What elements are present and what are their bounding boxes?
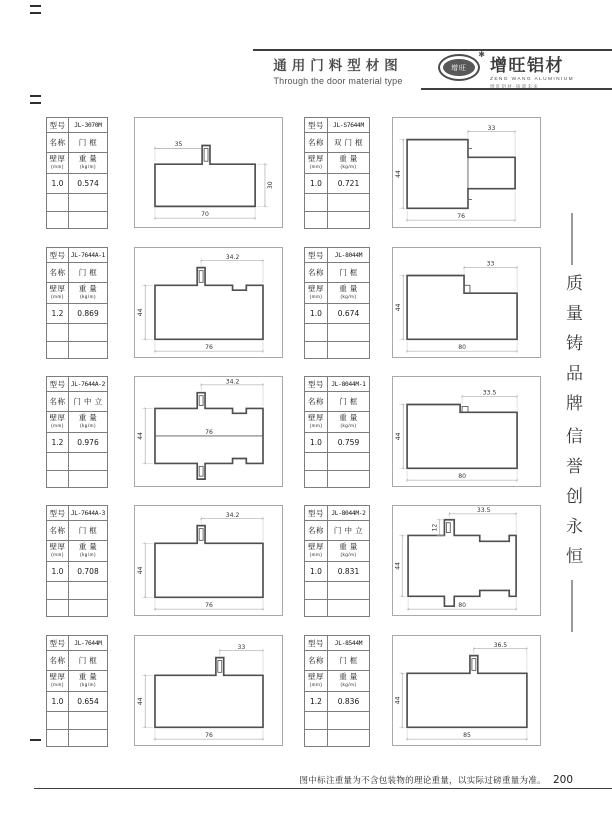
spec-table: 型号 JL-8044M-2 名称 门 中 立 壁厚 (mm) 重 量 (kg/m) 1.0 0.831	[304, 505, 370, 617]
slogan-line-2: 信誉创永恒	[563, 427, 582, 577]
name-value: 门 框	[328, 392, 370, 412]
dim-label: 35	[174, 140, 183, 148]
page-title	[240, 54, 436, 86]
brand-name-cn: 增旺铝材	[490, 56, 564, 75]
slogan-line-1: 质量铸品牌	[563, 274, 582, 424]
weight-value: 0.574	[69, 174, 108, 194]
model-value: JL-8044M-1	[328, 377, 370, 392]
model-value: JL-7644A-2	[69, 377, 108, 392]
model-value: JL-7644M	[69, 636, 108, 651]
profile-cell	[46, 635, 286, 746]
profile-cell	[46, 117, 286, 228]
dim-label: 33.5	[476, 507, 491, 515]
profile-cell	[304, 635, 544, 746]
dim-label: 44	[137, 566, 145, 575]
dim-label: 76	[205, 732, 213, 740]
logo-badge-text: 增旺	[443, 59, 475, 76]
dim-label: 44	[395, 432, 403, 441]
model-value: JL-8544M	[328, 636, 370, 651]
crop-mark	[30, 95, 41, 97]
model-value: JL-S7644M	[328, 118, 370, 133]
dim-label: 44	[137, 432, 145, 440]
thickness-value: 1.0	[47, 174, 69, 194]
dim-label: 80	[458, 473, 466, 481]
spec-table: 型号 JL-S7644M 名称 双 门 框 壁厚 (mm) 重 量 (kg/m) 1.0 0.721	[304, 117, 370, 229]
spec-table: 型号 JL-8044M 名称 门 框 壁厚 (mm) 重 量 (kg/m) 1.0 0.674	[304, 247, 370, 359]
logo-badge-icon	[438, 50, 485, 81]
profile-cell	[304, 247, 544, 358]
dim-label: 76	[205, 428, 213, 436]
dim-label: 34.2	[225, 253, 240, 261]
dim-label: 76	[205, 602, 213, 610]
name-value: 门 框	[328, 263, 370, 283]
name-value: 门 框	[328, 651, 370, 671]
profile-cell	[304, 505, 544, 616]
side-slogan	[560, 213, 584, 632]
name-label: 名称	[47, 133, 69, 153]
footer-rule	[34, 788, 612, 789]
page-number: 200	[552, 774, 573, 786]
crop-mark	[30, 12, 41, 14]
dim-label: 34.2	[225, 511, 240, 519]
dim-label: 44	[394, 696, 402, 705]
dim-label: 85	[463, 732, 471, 740]
profile-cell	[46, 247, 286, 358]
dim-label: 33	[486, 260, 495, 268]
model-value: JL-8044M-2	[328, 506, 370, 521]
slogan-rule-bottom	[571, 580, 572, 632]
spec-table: 型号 JL-7644M 名称 门 框 壁厚 (mm) 重 量 (kg/m) 1.0 0.654	[46, 635, 108, 747]
dim-label: 33.5	[482, 389, 497, 397]
profile-drawing	[392, 117, 541, 228]
profile-drawing	[392, 247, 541, 358]
brand-tagline: 增旺铝材·铸就未来	[490, 83, 540, 89]
crop-mark	[30, 5, 41, 7]
spec-table: 型号 JL-7644A-2 名称 门 中 立 壁厚 (mm) 重 量 (kg/m) 1.2 0.976	[46, 376, 108, 488]
name-value: 门 中 立	[69, 392, 108, 412]
dim-label: 76	[457, 213, 465, 221]
dim-label: 44	[137, 308, 145, 317]
model-value: JL-7644A-3	[69, 506, 108, 521]
dim-label: 12	[431, 523, 439, 532]
profile-drawing	[134, 635, 283, 746]
page-title-en: Through the door material type	[273, 76, 403, 86]
profile-drawing	[392, 635, 541, 746]
star-icon: ✱	[478, 50, 485, 59]
header-logo-rule	[421, 88, 612, 90]
profile-cell	[304, 117, 544, 228]
spec-table: 型号 JL-7644A-3 名称 门 框 壁厚 (mm) 重 量 (kg/m) 1.0 0.708	[46, 505, 108, 617]
dim-label: 44	[137, 697, 145, 706]
profile-cell	[46, 505, 286, 616]
weight-header: 重 量 (kg/m)	[69, 153, 108, 174]
profile-drawing	[134, 505, 283, 616]
model-value: JL-7644A-1	[69, 248, 108, 263]
footer-note: 图中标注重量为不含包装物的理论重量，以实际过磅重量为准。	[299, 775, 546, 785]
spec-table: 型号 JL-8044M-1 名称 门 框 壁厚 (mm) 重 量 (kg/m) 1.0 0.759	[304, 376, 370, 488]
name-value: 门 框	[69, 521, 108, 541]
dim-label: 44	[394, 562, 402, 570]
slogan-rule-top	[571, 213, 572, 265]
spec-table: 型号 JL-8544M 名称 门 框 壁厚 (mm) 重 量 (kg/m) 1.2 0.836	[304, 635, 370, 747]
dim-label: 76	[205, 344, 213, 352]
name-value: 门 中 立	[328, 521, 370, 541]
dim-label: 80	[458, 602, 466, 610]
dim-label: 33	[237, 643, 246, 651]
profile-drawing	[134, 247, 283, 358]
profile-drawing	[392, 505, 541, 616]
page-title-cn: 通用门料型材图	[273, 58, 403, 73]
spec-table: 型号 JL-7644A-1 名称 门 框 壁厚 (mm) 重 量 (kg/m) 1.2 0.869	[46, 247, 108, 359]
dim-label: 30	[266, 181, 274, 190]
footer	[0, 770, 573, 788]
thickness-header: 壁厚 (mm)	[47, 153, 69, 174]
name-value: 双 门 框	[328, 133, 370, 153]
dim-label: 80	[458, 344, 466, 352]
model-value: JL-8044M	[328, 248, 370, 263]
dim-label: 70	[201, 211, 209, 219]
model-label: 型号	[47, 118, 69, 133]
model-value: JL-3070M	[69, 118, 108, 133]
name-value: 门 框	[69, 651, 108, 671]
crop-mark	[30, 102, 41, 104]
crop-mark	[30, 739, 41, 741]
dim-label: 34.2	[225, 378, 240, 386]
dim-label: 36.5	[493, 641, 508, 649]
profile-drawing	[392, 376, 541, 487]
profile-cell	[46, 376, 286, 487]
dim-label: 33	[487, 124, 496, 132]
spec-table	[46, 117, 108, 229]
profile-cell	[304, 376, 544, 487]
dim-label: 44	[395, 303, 403, 312]
profile-drawing	[134, 376, 283, 487]
brand-name-en: ZENG WANG ALUMINIUM	[490, 77, 574, 82]
dim-label: 44	[395, 170, 403, 178]
name-value: 门 框	[69, 263, 108, 283]
name-value: 门 框	[69, 133, 108, 153]
profile-drawing	[134, 117, 283, 228]
brand-block	[490, 51, 610, 90]
